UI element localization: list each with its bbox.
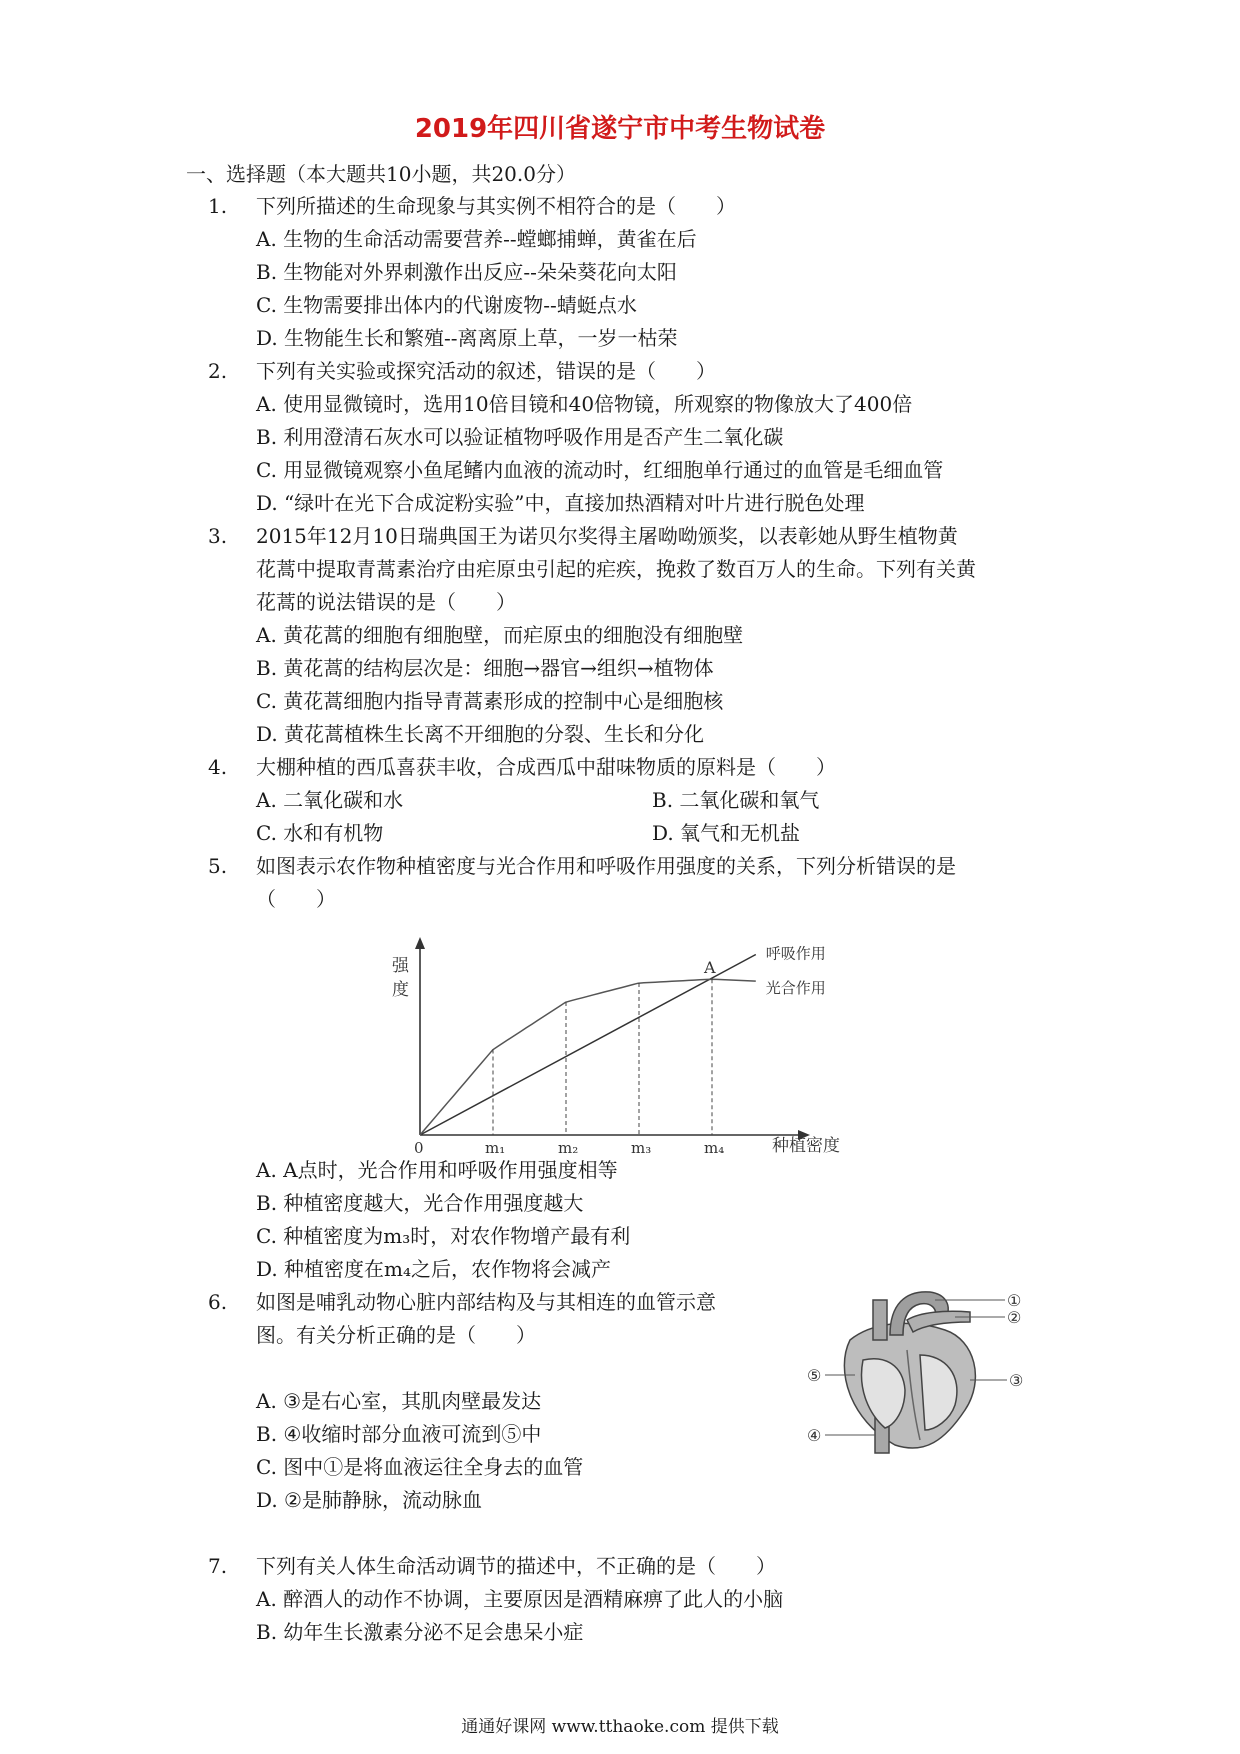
q6-stem-line-2: 图。有关分析正确的是（ ） <box>256 1323 536 1347</box>
q6-option-c: C. 图中①是将血液运往全身去的血管 <box>256 1455 584 1479</box>
q4-option-b: B. 二氧化碳和氧气 <box>652 788 820 812</box>
q2-stem: 下列有关实验或探究活动的叙述，错误的是（ ） <box>256 359 716 383</box>
heart-label-3: ③ <box>1009 1371 1024 1390</box>
heart-diagram <box>795 1280 1045 1460</box>
q5-option-d: D. 种植密度在m₄之后，农作物将会减产 <box>256 1257 612 1281</box>
section-heading: 一、选择题（本大题共10小题，共20.0分） <box>186 162 576 186</box>
x-tick-label: m₃ <box>631 1139 652 1155</box>
q1-option-b: B. 生物能对外界刺激作出反应--朵朵葵花向太阳 <box>256 260 677 284</box>
x-tick-label: m₄ <box>704 1139 725 1155</box>
q2-number: 2. <box>208 359 228 383</box>
exam-title: 2019年四川省遂宁市中考生物试卷 <box>414 114 826 144</box>
q3-option-a: A. 黄花蒿的细胞有细胞壁，而疟原虫的细胞没有细胞壁 <box>256 623 744 647</box>
q4-option-c: C. 水和有机物 <box>256 821 384 845</box>
q5-stem-line-1: 如图表示农作物种植密度与光合作用和呼吸作用强度的关系，下列分析错误的是 <box>256 854 956 878</box>
legend-photosynthesis: 光合作用 <box>765 979 826 998</box>
q7-option-a: A. 醉酒人的动作不协调，主要原因是酒精麻痹了此人的小脑 <box>256 1587 784 1611</box>
density-intensity-chart <box>370 935 870 1155</box>
legend-respiration: 呼吸作用 <box>765 944 826 963</box>
q5-option-a: A. A点时，光合作用和呼吸作用强度相等 <box>256 1158 618 1182</box>
q6-option-d: D. ②是肺静脉，流动脉血 <box>256 1488 482 1512</box>
q5-stem-line-2: （ ） <box>256 887 336 911</box>
q5-number: 5. <box>208 854 228 878</box>
series-line-respiration <box>420 955 756 1136</box>
q3-stem-line-2: 花蒿中提取青蒿素治疗由疟原虫引起的疟疾，挽救了数百万人的生命。下列有关黄 <box>256 557 976 581</box>
q2-option-a: A. 使用显微镜时，选用10倍目镜和40倍物镜，所观察的物像放大了400倍 <box>256 392 913 416</box>
q7-option-b: B. 幼年生长激素分泌不足会患呆小症 <box>256 1620 584 1644</box>
q3-stem-line-3: 花蒿的说法错误的是（ ） <box>256 590 516 614</box>
heart-label-5: ⑤ <box>807 1366 822 1385</box>
heart-label-1: ① <box>1007 1291 1022 1310</box>
q4-option-d: D. 氧气和无机盐 <box>652 821 801 845</box>
q4-number: 4. <box>208 755 228 779</box>
q5-option-c: C. 种植密度为m₃时，对农作物增产最有利 <box>256 1224 631 1248</box>
q7-number: 7. <box>208 1554 228 1578</box>
series-line-photosynthesis <box>420 979 756 1135</box>
point-label-a: A <box>704 958 716 978</box>
q6-number: 6. <box>208 1290 228 1314</box>
q4-option-a: A. 二氧化碳和水 <box>256 788 404 812</box>
q5-option-b: B. 种植密度越大，光合作用强度越大 <box>256 1191 584 1215</box>
y-axis-label-2: 度 <box>392 980 409 1000</box>
q1-option-a: A. 生物的生命活动需要营养--螳螂捕蝉，黄雀在后 <box>256 227 697 251</box>
x-tick-label: 0 <box>414 1139 424 1155</box>
q4-stem: 大棚种植的西瓜喜获丰收，合成西瓜中甜味物质的原料是（ ） <box>256 755 836 779</box>
heart-label-2: ② <box>1007 1308 1022 1327</box>
page-footer: 通通好课网 www.tthaoke.com 提供下载 <box>461 1717 779 1737</box>
q6-option-a: A. ③是右心室，其肌肉壁最发达 <box>256 1389 542 1413</box>
q2-option-d: D. “绿叶在光下合成淀粉实验”中，直接加热酒精对叶片进行脱色处理 <box>256 491 865 515</box>
x-tick-label: m₁ <box>485 1139 506 1155</box>
vena-cava-top <box>873 1300 887 1340</box>
q1-number: 1. <box>208 194 228 218</box>
q2-option-c: C. 用显微镜观察小鱼尾鳍内血液的流动时，红细胞单行通过的血管是毛细血管 <box>256 458 944 482</box>
y-axis-label-1: 强 <box>392 956 409 976</box>
q2-option-b: B. 利用澄清石灰水可以验证植物呼吸作用是否产生二氧化碳 <box>256 425 784 449</box>
q6-stem-line-1: 如图是哺乳动物心脏内部结构及与其相连的血管示意 <box>256 1290 716 1314</box>
y-axis-arrow <box>415 937 425 949</box>
q1-stem: 下列所描述的生命现象与其实例不相符合的是（ ） <box>256 194 736 218</box>
q3-option-d: D. 黄花蒿植株生长离不开细胞的分裂、生长和分化 <box>256 722 705 746</box>
q3-stem-line-1: 2015年12月10日瑞典国王为诺贝尔奖得主屠呦呦颁奖，以表彰她从野生植物黄 <box>256 524 958 548</box>
q3-option-c: C. 黄花蒿细胞内指导青蒿素形成的控制中心是细胞核 <box>256 689 724 713</box>
q1-option-c: C. 生物需要排出体内的代谢废物--蜻蜓点水 <box>256 293 637 317</box>
q1-option-d: D. 生物能生长和繁殖--离离原上草，一岁一枯荣 <box>256 326 678 350</box>
q7-stem: 下列有关人体生命活动调节的描述中，不正确的是（ ） <box>256 1554 776 1578</box>
x-axis-label: 种植密度 <box>772 1136 840 1155</box>
q3-option-b: B. 黄花蒿的结构层次是：细胞→器官→组织→植物体 <box>256 656 714 680</box>
heart-label-4: ④ <box>807 1426 822 1445</box>
q6-option-b: B. ④收缩时部分血液可流到⑤中 <box>256 1422 542 1446</box>
q3-number: 3. <box>208 524 228 548</box>
x-tick-label: m₂ <box>558 1139 579 1155</box>
